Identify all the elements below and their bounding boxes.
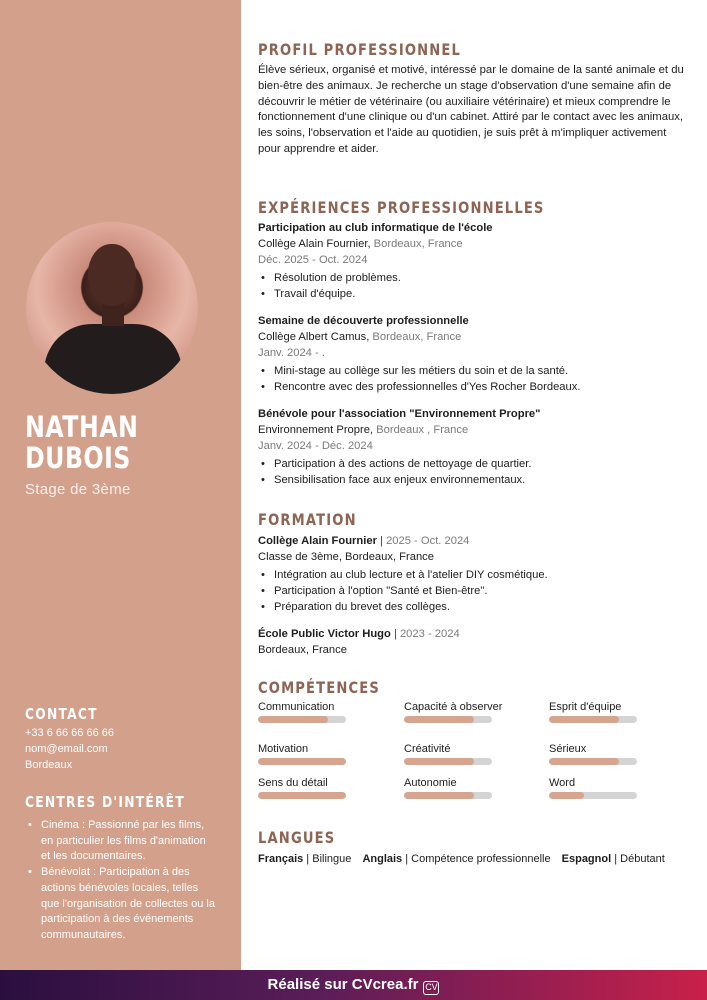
skill-item: Motivation — [258, 742, 388, 765]
interest-item: • Bénévolat : Participation à des actions bénévoles locales, telles que l'organisation de collectes ou la participation à des événements communautaires. — [25, 865, 215, 944]
experience-bullet: • Travail d'équipe. — [258, 286, 690, 302]
experience-bullet: • Participation à des actions de nettoyage de quartier. — [258, 456, 690, 472]
experience-title: Bénévole pour l'association "Environnement Propre" — [258, 408, 541, 420]
contact-info — [25, 725, 114, 773]
skill-bar — [258, 792, 346, 799]
skill-item: Communication — [258, 700, 388, 723]
skill-bar — [404, 792, 492, 799]
education-bullet: • Préparation du brevet des collèges. — [258, 599, 690, 615]
profile-text: Élève sérieux, organisé et motivé, intéressé par le domaine de la santé animale et du bien-être des animaux. Je recherche un stage d'observation d'une semaine afin de découvrir le métier de vétérinaire (ou auxiliaire vétérinaire) et mieux comprendre le fonctionnement d'une clinique ou d'un cabinet. Attiré par le contact avec les animaux, les soins, l'observation et l'aide au quotidien, je suis prêt à m'impliquer activement pour apprendre et aider. — [258, 64, 684, 155]
job-subtitle: Stage de 3ème — [25, 481, 131, 498]
experience-bullet: • Mini-stage au collège sur les métiers du soin et de la santé. — [258, 363, 690, 379]
skill-bar — [404, 758, 492, 765]
skill-bar — [549, 716, 637, 723]
experience-place: Environnement Propre, Bordeaux , France — [258, 424, 469, 436]
skill-bar — [258, 758, 346, 765]
experience-bullet: • Résolution de problèmes. — [258, 270, 690, 286]
name-last: DUBOIS — [25, 441, 131, 475]
skill-bar — [258, 716, 346, 723]
language-level: Compétence professionnelle — [411, 853, 551, 865]
education-heading: FORMATION — [258, 510, 357, 529]
skill-item: Autonomie — [404, 776, 534, 799]
education-item — [258, 626, 690, 658]
skill-item: Word — [549, 776, 679, 799]
experience-item — [258, 220, 690, 302]
education-item — [258, 533, 690, 615]
profile-heading: PROFIL PROFESSIONNEL — [258, 40, 462, 59]
languages-line: Français | Bilingue Anglais | Compétence professionnelle Espagnol | Débutant — [258, 853, 665, 865]
sidebar — [0, 0, 241, 970]
skill-item: Sérieux — [549, 742, 679, 765]
education-header: Collège Alain Fournier | 2025 - Oct. 2024 — [258, 535, 470, 547]
skills-heading: COMPÉTENCES — [258, 678, 380, 697]
language-level: Débutant — [620, 853, 665, 865]
candidate-name — [25, 412, 138, 474]
experience-dates: Janv. 2024 - . — [258, 347, 325, 359]
experience-item — [258, 406, 690, 488]
profile-photo — [26, 222, 198, 394]
skill-item: Sens du détail — [258, 776, 388, 799]
experience-title: Participation au club informatique de l'école — [258, 222, 493, 234]
interests-heading: CENTRES D'INTÉRÊT — [25, 793, 185, 811]
contact-city: Bordeaux — [25, 759, 73, 771]
skill-item: Créativité — [404, 742, 534, 765]
skill-item: Capacité à observer — [404, 700, 534, 723]
interests-list — [25, 818, 215, 944]
experience-item — [258, 313, 690, 395]
education-dates: 2025 - Oct. 2024 — [386, 535, 470, 547]
education-detail: Bordeaux, France — [258, 644, 347, 656]
skill-bar — [404, 716, 492, 723]
language-level: Bilingue — [312, 853, 352, 865]
education-bullet: • Intégration au club lecture et à l'atelier DIY cosmétique. — [258, 567, 690, 583]
experience-dates: Déc. 2025 - Oct. 2024 — [258, 254, 368, 266]
education-detail: Classe de 3ème, Bordeaux, France — [258, 551, 434, 563]
language-name: Français — [258, 853, 304, 865]
interest-item: • Cinéma : Passionné par les films, en particulier les films d'animation et les documentaires. — [25, 818, 215, 865]
language-name: Espagnol — [561, 853, 612, 865]
language-name: Anglais — [362, 853, 403, 865]
experience-title: Semaine de découverte professionnelle — [258, 315, 469, 327]
footer-link[interactable]: Réalisé sur CVcrea.fr — [267, 976, 419, 993]
education-school: Collège Alain Fournier — [258, 535, 377, 547]
skills-grid — [258, 700, 698, 804]
experience-bullet: • Rencontre avec des professionnelles d'Yes Rocher Bordeaux. — [258, 379, 690, 395]
cv-logo-icon: CV — [423, 981, 439, 995]
education-school: École Public Victor Hugo — [258, 628, 391, 640]
name-first: NATHAN — [25, 410, 139, 444]
contact-heading: CONTACT — [25, 705, 98, 723]
contact-email: nom@email.com — [25, 743, 108, 755]
experience-dates: Janv. 2024 - Déc. 2024 — [258, 440, 373, 452]
experience-heading: EXPÉRIENCES PROFESSIONNELLES — [258, 198, 545, 217]
footer-banner[interactable] — [0, 970, 707, 1000]
education-dates: 2023 - 2024 — [399, 628, 460, 640]
experience-place: Collège Alain Fournier, Bordeaux, France — [258, 238, 463, 250]
skill-bar — [549, 792, 637, 799]
education-bullet: • Participation à l'option "Santé et Bien-être". — [258, 583, 690, 599]
languages-heading: LANGUES — [258, 828, 336, 847]
contact-phone: +33 6 66 66 66 66 — [25, 727, 114, 739]
skill-item: Esprit d'équipe — [549, 700, 679, 723]
education-header: École Public Victor Hugo | 2023 - 2024 — [258, 628, 460, 640]
experience-place: Collège Albert Camus, Bordeaux, France — [258, 331, 462, 343]
skill-bar — [549, 758, 637, 765]
experience-bullet: • Sensibilisation face aux enjeux environnementaux. — [258, 472, 690, 488]
